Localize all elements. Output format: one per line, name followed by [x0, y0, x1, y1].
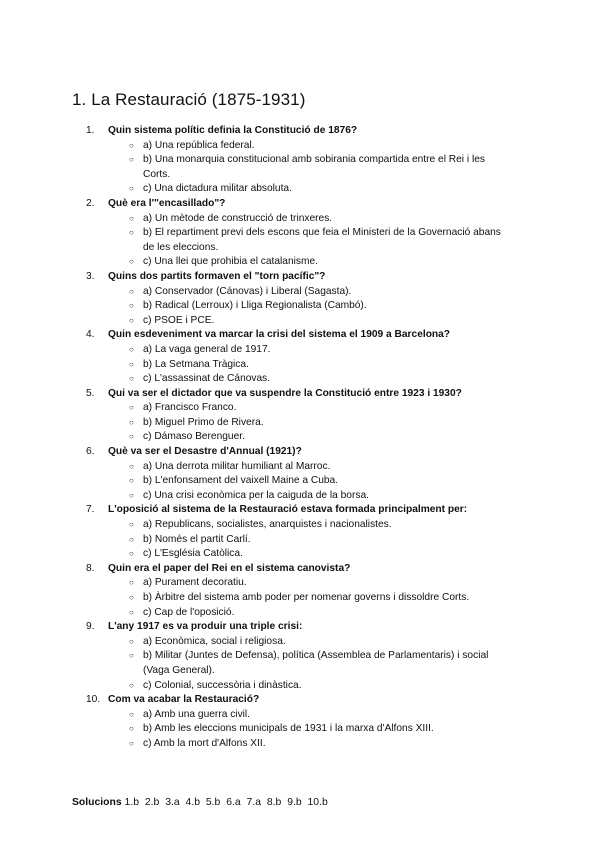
answer-option [86, 285, 536, 300]
option-text: a) Un mètode de construcció de trinxeres. [143, 212, 333, 224]
answer-option [86, 649, 536, 678]
circle-bullet-icon: ○ [129, 155, 134, 165]
question-line [86, 387, 536, 402]
question-text: Què va ser el Desastre d'Annual (1921)? [108, 446, 302, 458]
answer-option [86, 460, 536, 475]
circle-bullet-icon: ○ [129, 432, 134, 442]
option-text: b) La Setmana Tràgica. [143, 358, 249, 370]
question-number: 1. [86, 125, 95, 136]
question-line [86, 503, 536, 518]
question-text: Quins dos partits formaven el "torn pacífic"? [108, 270, 326, 282]
option-text: b) Radical (Lerroux) i Lliga Regionalista (Cambó). [143, 300, 367, 312]
answer-option [86, 430, 536, 445]
option-text: a) Econòmica, social i religiosa. [143, 635, 286, 647]
answer-option [86, 606, 536, 621]
answer-option [86, 679, 536, 694]
question-line [86, 124, 536, 139]
option-text: c) Amb la mort d'Alfons XII. [143, 737, 266, 749]
option-text: b) Només el partit Carlí. [143, 533, 251, 545]
question-number: 10. [86, 694, 101, 706]
answer-option [86, 576, 536, 591]
option-list [86, 139, 536, 197]
option-list [86, 343, 536, 387]
answer-option [86, 708, 536, 723]
option-list [86, 401, 536, 445]
circle-bullet-icon: ○ [129, 549, 134, 559]
circle-bullet-icon: ○ [129, 651, 134, 661]
question-item [86, 562, 536, 620]
option-text: b) El repartiment previ dels escons que feia el Ministeri de la Governació abans de les eleccions. [143, 227, 501, 253]
circle-bullet-icon: ○ [129, 315, 134, 325]
answer-option [86, 358, 536, 373]
question-item [86, 197, 536, 270]
option-text: a) Conservador (Cánovas) i Liberal (Sagasta). [143, 285, 352, 297]
option-text: c) L'Església Catòlica. [143, 548, 243, 560]
option-list [86, 576, 536, 620]
question-line [86, 197, 536, 212]
question-number: 5. [86, 387, 95, 399]
circle-bullet-icon: ○ [129, 680, 134, 690]
option-text: c) Una crisi econòmica per la caiguda de la borsa. [143, 489, 369, 501]
answer-option [86, 343, 536, 358]
option-text: c) Una dictadura militar absoluta. [143, 183, 292, 195]
circle-bullet-icon: ○ [129, 476, 134, 486]
option-text: b) Àrbitre del sistema amb poder per nomenar governs i dissoldre Corts. [143, 592, 470, 603]
option-text: a) Republicans, socialistes, anarquistes i nacionalistes. [143, 519, 392, 531]
answer-option [86, 547, 536, 562]
circle-bullet-icon: ○ [129, 374, 134, 384]
circle-bullet-icon: ○ [129, 213, 134, 223]
question-list [86, 124, 536, 752]
question-number: 4. [86, 329, 95, 341]
answer-option [86, 416, 536, 431]
circle-bullet-icon: ○ [129, 359, 134, 369]
question-item [86, 620, 536, 693]
answer-option [86, 401, 536, 416]
answer-option [86, 591, 536, 606]
question-text: L'oposició al sistema de la Restauració estava formada principalment per: [108, 504, 468, 516]
question-line [86, 445, 536, 460]
answer-option [86, 372, 536, 387]
question-number: 8. [86, 562, 95, 574]
answer-option [86, 226, 536, 255]
question-item [86, 693, 536, 751]
solutions-line [72, 797, 328, 808]
circle-bullet-icon: ○ [129, 140, 134, 150]
circle-bullet-icon: ○ [129, 490, 134, 500]
circle-bullet-icon: ○ [129, 403, 134, 413]
answer-option [86, 314, 536, 329]
option-text: b) Miguel Primo de Rivera. [143, 416, 264, 428]
answer-option [86, 722, 536, 737]
answer-option [86, 153, 536, 182]
answer-option [86, 518, 536, 533]
answer-option [86, 489, 536, 504]
circle-bullet-icon: ○ [129, 738, 134, 748]
circle-bullet-icon: ○ [129, 724, 134, 734]
question-item [86, 270, 536, 328]
question-number: 3. [86, 270, 95, 282]
option-text: b) L'enfonsament del vaixell Maine a Cuba. [143, 475, 339, 487]
question-text: Quin sistema polític definia la Constitució de 1876? [108, 125, 358, 136]
option-list [86, 460, 536, 504]
circle-bullet-icon: ○ [129, 461, 134, 471]
option-text: a) Una derrota militar humiliant al Marroc. [143, 460, 331, 472]
option-text: c) PSOE i PCE. [143, 314, 215, 326]
question-line [86, 270, 536, 285]
option-text: c) Dámaso Berenguer. [143, 431, 245, 443]
option-text: a) Amb una guerra civil. [143, 708, 251, 720]
option-list [86, 212, 536, 270]
circle-bullet-icon: ○ [129, 709, 134, 719]
answer-option [86, 299, 536, 314]
option-text: c) Una llei que prohibia el catalanisme. [143, 256, 318, 268]
circle-bullet-icon: ○ [129, 344, 134, 354]
circle-bullet-icon: ○ [129, 257, 134, 267]
question-text: Quin esdeveniment va marcar la crisi del sistema el 1909 a Barcelona? [108, 329, 451, 341]
question-number: 7. [86, 504, 95, 516]
question-text: L'any 1917 es va produir una triple crisi: [108, 621, 303, 633]
circle-bullet-icon: ○ [129, 301, 134, 311]
circle-bullet-icon: ○ [129, 520, 134, 530]
option-list [86, 285, 536, 329]
question-item [86, 124, 536, 197]
circle-bullet-icon: ○ [129, 636, 134, 646]
option-text: c) Cap de l'oposició. [143, 606, 235, 618]
answer-option [86, 139, 536, 154]
answer-option [86, 255, 536, 270]
circle-bullet-icon: ○ [129, 593, 134, 602]
question-number: 6. [86, 446, 95, 458]
circle-bullet-icon: ○ [129, 578, 134, 588]
circle-bullet-icon: ○ [129, 184, 134, 194]
option-text: b) Una monarquia constitucional amb sobirania compartida entre el Rei i les Corts. [143, 154, 486, 180]
option-text: a) Una república federal. [143, 139, 255, 151]
question-item [86, 387, 536, 445]
question-line [86, 562, 536, 577]
question-text: Quin era el paper del Rei en el sistema canovista? [108, 562, 351, 574]
answer-option [86, 212, 536, 227]
question-line [86, 620, 536, 635]
option-text: b) Militar (Juntes de Defensa), política (Assemblea de Parlamentaris) i social (Vaga General). [143, 650, 489, 676]
question-text: Com va acabar la Restauració? [108, 694, 260, 706]
circle-bullet-icon: ○ [129, 417, 134, 427]
solutions-label: Solucions [72, 797, 122, 808]
option-list [86, 708, 536, 752]
option-text: c) L'assassinat de Cánovas. [143, 373, 271, 385]
option-text: b) Amb les eleccions municipals de 1931 i la marxa d'Alfons XIII. [143, 723, 434, 735]
circle-bullet-icon: ○ [129, 286, 134, 296]
question-item [86, 328, 536, 386]
answer-option [86, 737, 536, 752]
circle-bullet-icon: ○ [129, 228, 134, 238]
question-number: 2. [86, 197, 95, 209]
answer-option [86, 182, 536, 197]
solutions-values: 1.b 2.b 3.a 4.b 5.b 6.a 7.a 8.b 9.b 10.b [124, 797, 328, 808]
option-text: c) Colonial, successòria i dinàstica. [143, 679, 302, 691]
answer-option [86, 533, 536, 548]
question-item [86, 503, 536, 561]
option-text: a) Francisco Franco. [143, 402, 237, 414]
question-line [86, 693, 536, 708]
page-title: 1. La Restauració (1875-1931) [72, 90, 306, 109]
option-text: a) La vaga general de 1917. [143, 343, 271, 355]
question-text: Qui va ser el dictador que va suspendre la Constitució entre 1923 i 1930? [108, 387, 462, 399]
answer-option [86, 474, 536, 489]
option-list [86, 635, 536, 693]
circle-bullet-icon: ○ [129, 607, 134, 617]
circle-bullet-icon: ○ [129, 534, 134, 544]
question-line [86, 328, 536, 343]
option-list [86, 518, 536, 562]
answer-option [86, 635, 536, 650]
question-number: 9. [86, 621, 95, 633]
question-text: Què era l'"encasillado"? [108, 197, 226, 209]
question-item [86, 445, 536, 503]
option-text: a) Purament decoratiu. [143, 577, 247, 589]
